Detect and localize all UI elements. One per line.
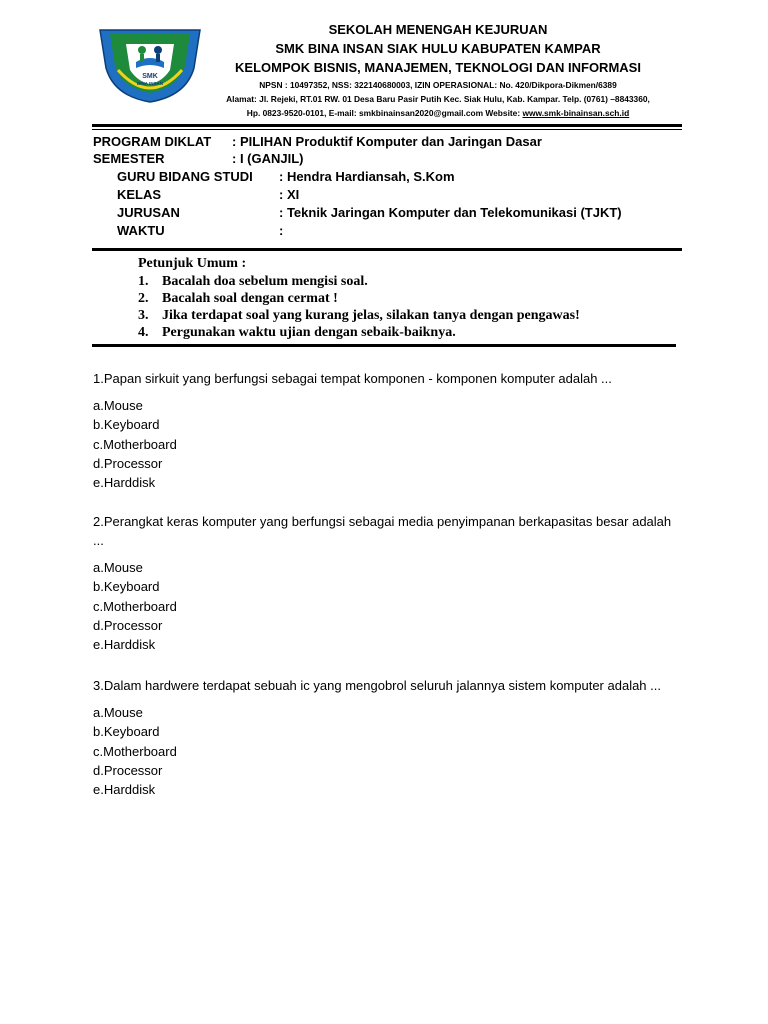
instruction-item <box>138 307 580 324</box>
answer-option[interactable]: c.Motherboard <box>93 436 177 452</box>
answer-option[interactable]: c.Motherboard <box>93 743 177 759</box>
school-npsn: NPSN : 10497352, NSS: 322140680003, IZIN OPERASIONAL: No. 420/Dikpora-Dikmen/6389 <box>259 80 617 90</box>
instruction-text: Pergunakan waktu ujian dengan sebaik-baiknya. <box>162 325 456 340</box>
instruction-text: Jika terdapat soal yang kurang jelas, silakan tanya dengan pengawas! <box>162 308 580 323</box>
letterhead <box>208 20 668 120</box>
instruction-number: 2. <box>138 291 149 306</box>
logo-text: SMK <box>142 73 158 80</box>
instruction-item <box>138 273 580 290</box>
instruction-text: Bacalah soal dengan cermat ! <box>162 291 338 306</box>
answer-option[interactable]: b.Keyboard <box>93 417 160 433</box>
question-1 <box>93 369 683 492</box>
answer-option[interactable]: c.Motherboard <box>93 598 177 614</box>
school-logo <box>96 20 204 104</box>
identity-value: : Teknik Jaringan Komputer dan Telekomunikasi (TJKT) <box>279 205 622 220</box>
answer-option[interactable]: e.Harddisk <box>93 637 156 653</box>
identity-value: : XI <box>279 187 300 202</box>
instructions <box>138 255 580 341</box>
school-name: SMK BINA INSAN SIAK HULU KABUPATEN KAMPAR <box>275 41 601 56</box>
answer-option[interactable]: a.Mouse <box>93 705 143 720</box>
instructions-divider <box>92 344 676 347</box>
school-group: KELOMPOK BISNIS, MANAJEMEN, TEKNOLOGI DAN INFORMASI <box>235 60 641 75</box>
logo-subtext: BINA INSAN <box>136 81 164 86</box>
answer-option[interactable]: a.Mouse <box>93 398 143 413</box>
identity-label: WAKTU <box>117 223 165 238</box>
question-stem: 3.Dalam hardwere terdapat sebuah ic yang mengobrol seluruh jalannya sistem komputer adalah ... <box>93 678 661 693</box>
letterhead-divider-thin <box>92 129 682 130</box>
school-contact <box>208 106 668 120</box>
identity-value: : PILIHAN Produktif Komputer dan Jaringan Dasar <box>232 134 542 149</box>
identity-label: JURUSAN <box>117 205 180 220</box>
question-stem: 2.Perangkat keras komputer yang berfungsi sebagai media penyimpanan berkapasitas besar adalah ... <box>93 514 672 548</box>
identity-divider <box>92 248 682 251</box>
instruction-number: 4. <box>138 325 149 340</box>
answer-option[interactable]: e.Harddisk <box>93 475 156 491</box>
answer-option[interactable]: d.Processor <box>93 455 163 471</box>
question-3 <box>93 676 683 799</box>
school-type: SEKOLAH MENENGAH KEJURUAN <box>328 22 548 37</box>
identity-label: SEMESTER <box>93 151 165 166</box>
instruction-item <box>138 324 580 341</box>
answer-option[interactable]: d.Processor <box>93 762 163 778</box>
question-stem: 1.Papan sirkuit yang berfungsi sebagai tempat komponen - komponen komputer adalah ... <box>93 371 612 386</box>
instruction-number: 1. <box>138 274 149 289</box>
answer-option[interactable]: e.Harddisk <box>93 782 156 798</box>
answer-option[interactable]: b.Keyboard <box>93 724 160 740</box>
answer-option[interactable]: a.Mouse <box>93 560 143 575</box>
identity-label: KELAS <box>117 187 162 202</box>
answer-option[interactable]: d.Processor <box>93 617 163 633</box>
identity-value: : <box>279 223 284 238</box>
identity-label: PROGRAM DIKLAT <box>93 134 212 149</box>
question-2 <box>93 512 683 654</box>
instructions-title: Petunjuk Umum : <box>138 256 247 271</box>
school-address: Alamat: Jl. Rejeki, RT.01 RW. 01 Desa Baru Pasir Putih Kec. Siak Hulu, Kab. Kampar. Telp. (0761) –8843360, <box>226 94 650 104</box>
letterhead-divider-thick <box>92 124 682 127</box>
identity-value: : I (GANJIL) <box>232 151 304 166</box>
identity-value: : Hendra Hardiansah, S.Kom <box>279 169 455 184</box>
instruction-number: 3. <box>138 308 149 323</box>
identity-label: GURU BIDANG STUDI <box>117 169 253 184</box>
instruction-item <box>138 290 580 307</box>
instruction-text: Bacalah doa sebelum mengisi soal. <box>162 274 368 289</box>
school-website-link[interactable]: www.smk-binainsan.sch.id <box>522 108 630 118</box>
answer-option[interactable]: b.Keyboard <box>93 579 160 595</box>
contact-text: Hp. 0823-9520-0101, E-mail: smkbinainsan2020@gmail.com Website: <box>246 108 523 118</box>
